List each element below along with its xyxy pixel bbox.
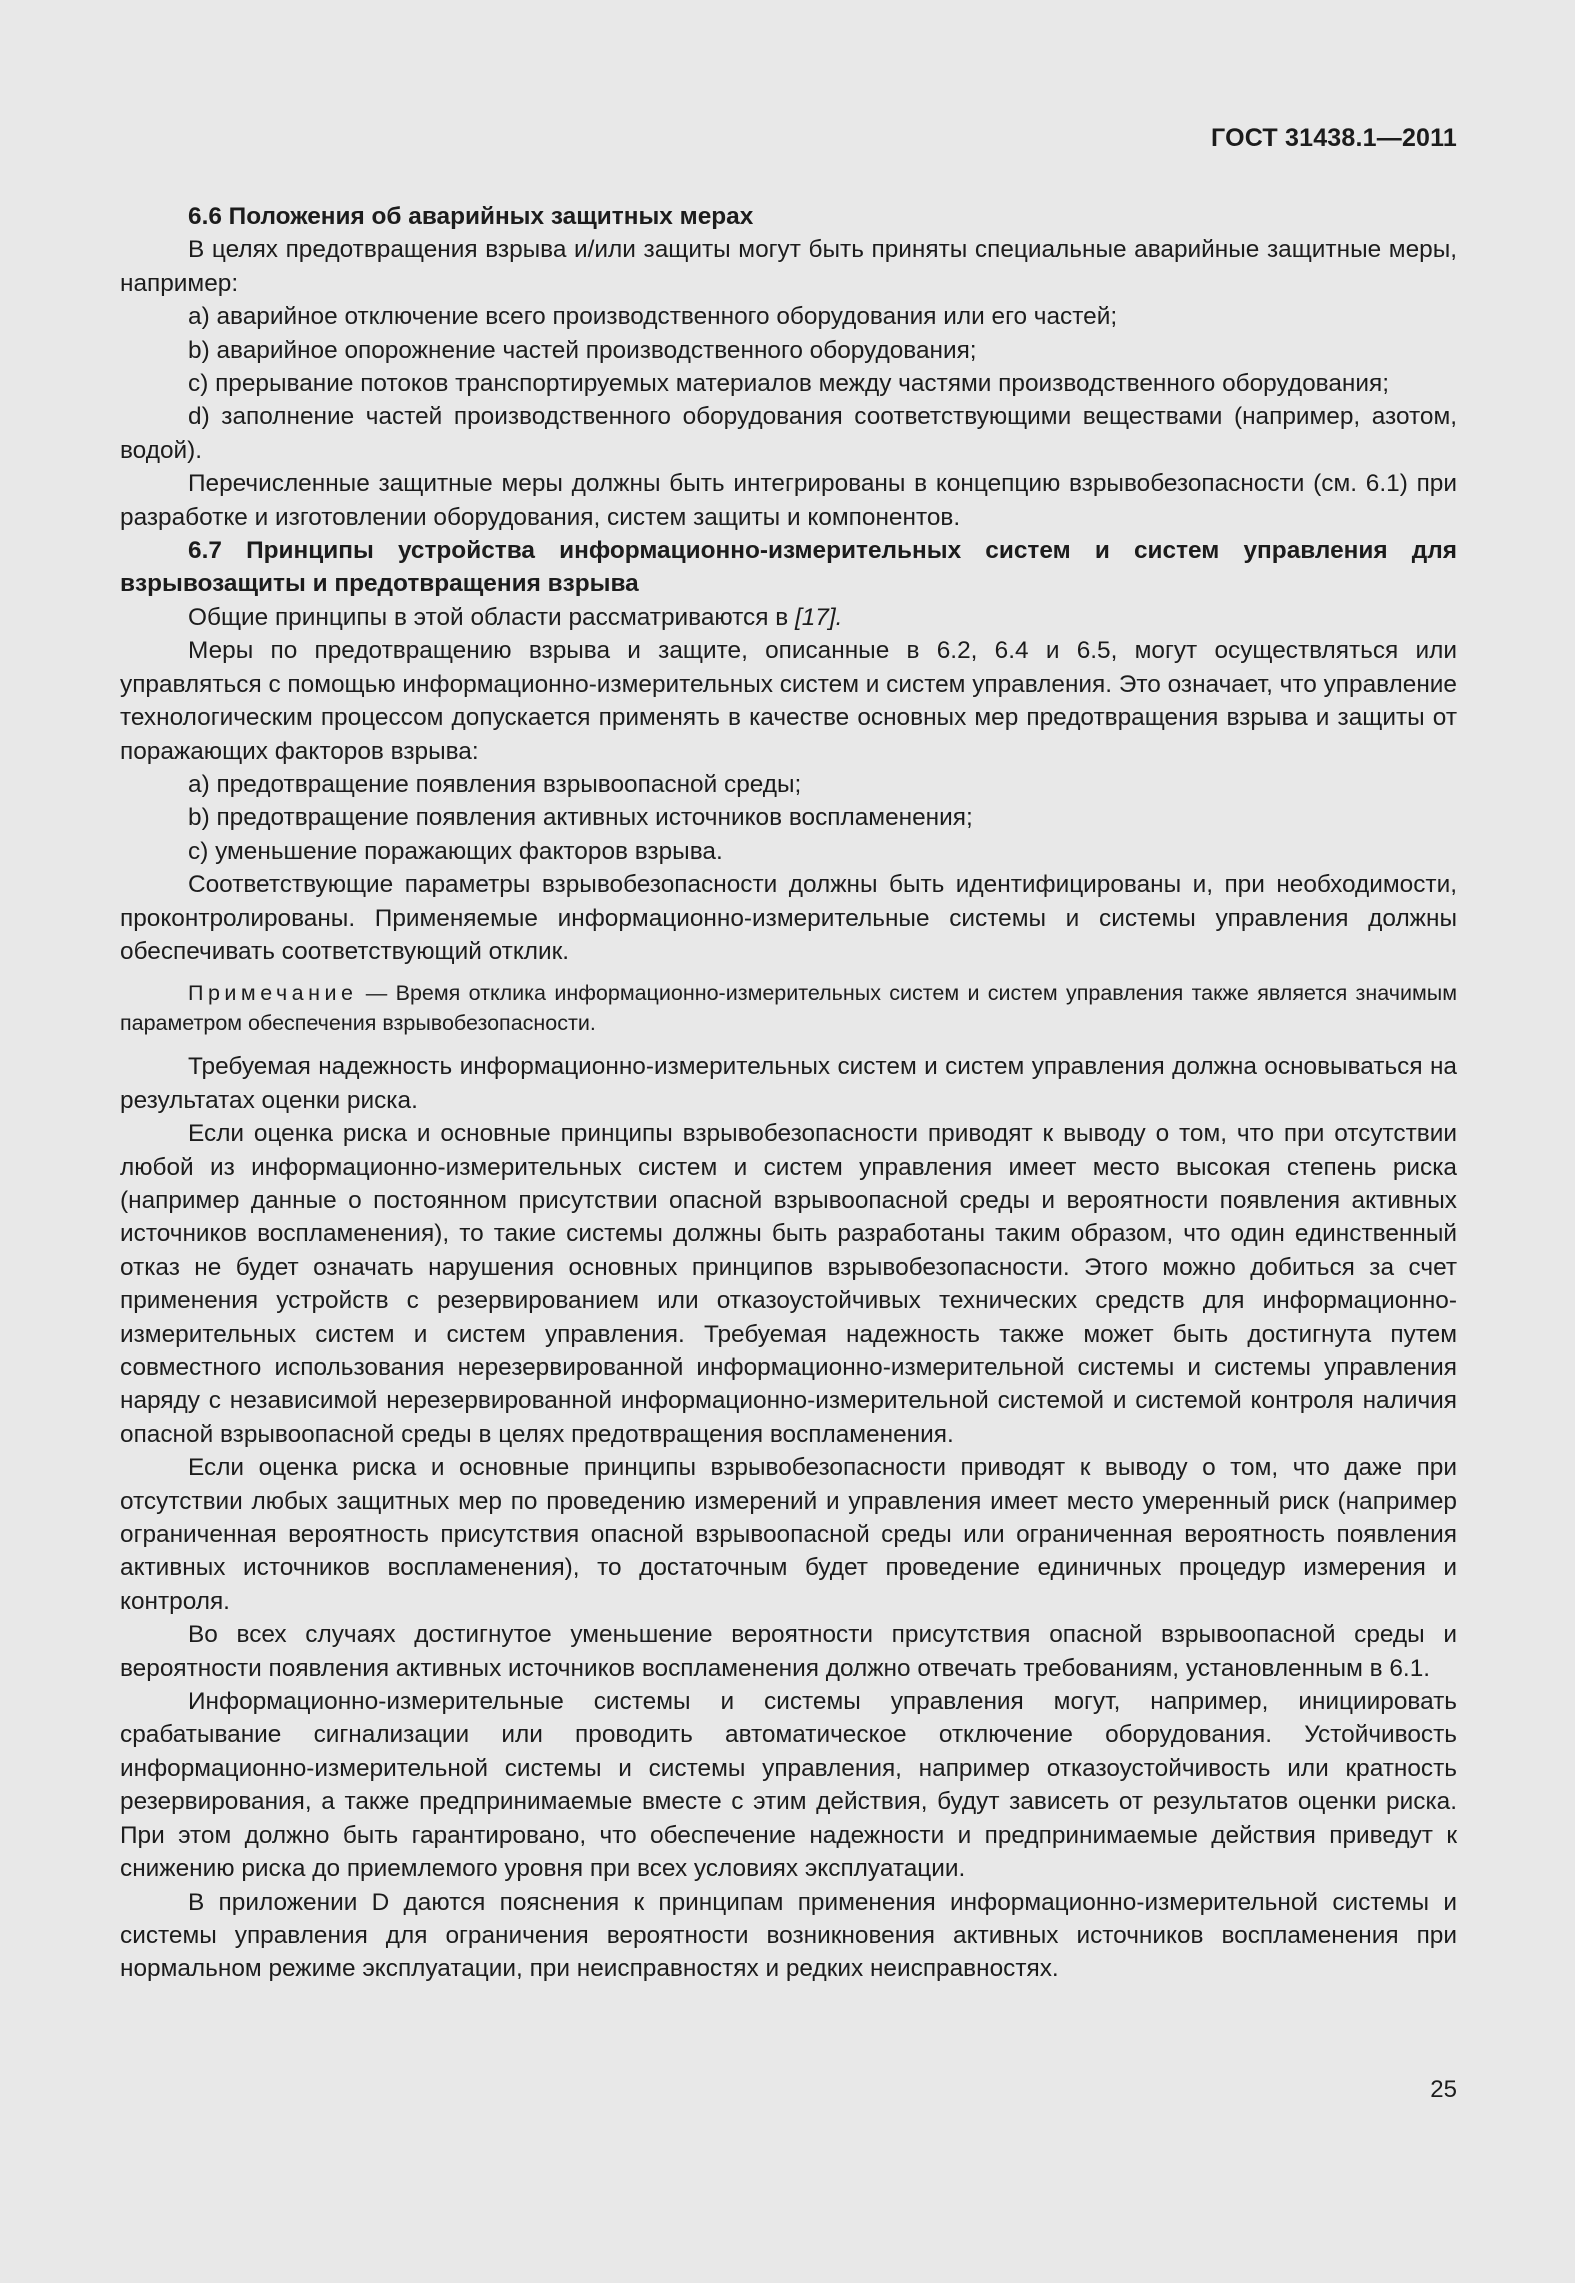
list-item: c) прерывание потоков транспортируемых материалов между частями производственного оборудования;	[188, 370, 1389, 398]
paragraph: Во всех случаях достигнутое уменьшение вероятности присутствия опасной взрывоопасной среды и вероятности появления активных источников воспламенения должно отвечать требованиям, установленным в 6.1.	[120, 1621, 1457, 1682]
paragraph: В приложении D даются пояснения к принципам применения информационно-измерительной системы и системы управления для ограничения вероятности возникновения активных источников воспламенения при нормальном режиме эксплуатации, при неисправностях и редких неисправностях.	[120, 1888, 1457, 1983]
paragraph: Требуемая надежность информационно-измерительных систем и систем управления должна основываться на результатах оценки риска.	[120, 1053, 1457, 1114]
note-text: — Время отклика информационно-измерительных систем и систем управления также является значимым параметром обеспечения взрывобезопасности.	[120, 981, 1457, 1036]
list-item: b) предотвращение появления активных источников воспламенения;	[188, 804, 973, 832]
document-body	[120, 200, 1457, 1986]
document-code-header: ГОСТ 31438.1—2011	[1211, 124, 1457, 152]
section-heading-6-6: 6.6 Положения об аварийных защитных мерах	[188, 203, 754, 230]
bibliography-reference: [17].	[794, 603, 843, 631]
list-item: a) предотвращение появления взрывоопасной среды;	[188, 770, 802, 798]
list-item: a) аварийное отключение всего производственного оборудования или его частей;	[188, 303, 1118, 331]
paragraph: Меры по предотвращению взрыва и защите, описанные в 6.2, 6.4 и 6.5, могут осуществляться или управляться с помощью информационно-измерительных систем и систем управления. Это означает, что управление технологическим процессом допускается применять в качестве основных мер предотвращения взрыва и защиты от поражающих факторов взрыва:	[120, 637, 1457, 765]
intro-text: Общие принципы в этой области рассматриваются в	[188, 603, 795, 631]
list-item: c) уменьшение поражающих факторов взрыва.	[188, 837, 723, 865]
section-heading-6-7: 6.7 Принципы устройства информационно-измерительных систем и систем управления для взрывозащиты и предотвращения взрыва	[120, 537, 1457, 598]
paragraph-intro	[120, 601, 1457, 634]
paragraph: В целях предотвращения взрыва и/или защиты могут быть приняты специальные аварийные защитные меры, например:	[120, 236, 1457, 297]
paragraph: Если оценка риска и основные принципы взрывобезопасности приводят к выводу о том, что при отсутствии любой из информационно-измерительных систем и систем управления имеет место высокая степень риска (например данные о постоянном присутствии опасной взрывоопасной среды и вероятности появления активных источников воспламенения), то такие системы должны быть разработаны таким образом, что один единственный отказ не будет означать нарушения основных принципов взрывобезопасности. Этого можно добиться за счет применения устройств с резервированием или отказоустойчивых технических средств для информационно-измерительных систем и систем управления. Требуемая надежность также может быть достигнута путем совместного использования нерезервированной информационно-измерительной системы и системы управления наряду с независимой нерезервированной информационно-измерительной системой и системой контроля наличия опасной взрывоопасной среды в целях предотвращения воспламенения.	[120, 1120, 1457, 1448]
note	[120, 978, 1457, 1038]
paragraph: Соответствующие параметры взрывобезопасности должны быть идентифицированы и, при необходимости, проконтролированы. Применяемые информационно-измерительные системы и системы управления должны обеспечивать соответствующий отклик.	[120, 871, 1457, 965]
paragraph: Перечисленные защитные меры должны быть интегрированы в концепцию взрывобезопасности (см. 6.1) при разработке и изготовлении оборудования, систем защиты и компонентов.	[120, 470, 1457, 531]
note-label: Примечание	[188, 981, 358, 1006]
paragraph: Информационно-измерительные системы и системы управления могут, например, инициировать срабатывание сигнализации или проводить автоматическое отключение оборудования. Устойчивость информационно-измерительной системы и системы управления, например отказоустойчивость или кратность резервирования, а также предпринимаемые вместе с этим действия, будут зависеть от результатов оценки риска. При этом должно быть гарантировано, что обеспечение надежности и предпринимаемые действия приведут к снижению риска до приемлемого уровня при всех условиях эксплуатации.	[120, 1688, 1457, 1883]
list-item: d) заполнение частей производственного оборудования соответствующими веществами (например, азотом, водой).	[120, 403, 1457, 464]
page-number: 25	[1430, 2076, 1457, 2103]
list-item: b) аварийное опорожнение частей производственного оборудования;	[188, 336, 977, 364]
paragraph: Если оценка риска и основные принципы взрывобезопасности приводят к выводу о том, что даже при отсутствии любых защитных мер по проведению измерений и управления имеет место умеренный риск (например ограниченная вероятность присутствия опасной взрывоопасной среды или ограниченная вероятность появления активных источников воспламенения), то достаточным будет проведение единичных процедур измерения и контроля.	[120, 1454, 1457, 1615]
